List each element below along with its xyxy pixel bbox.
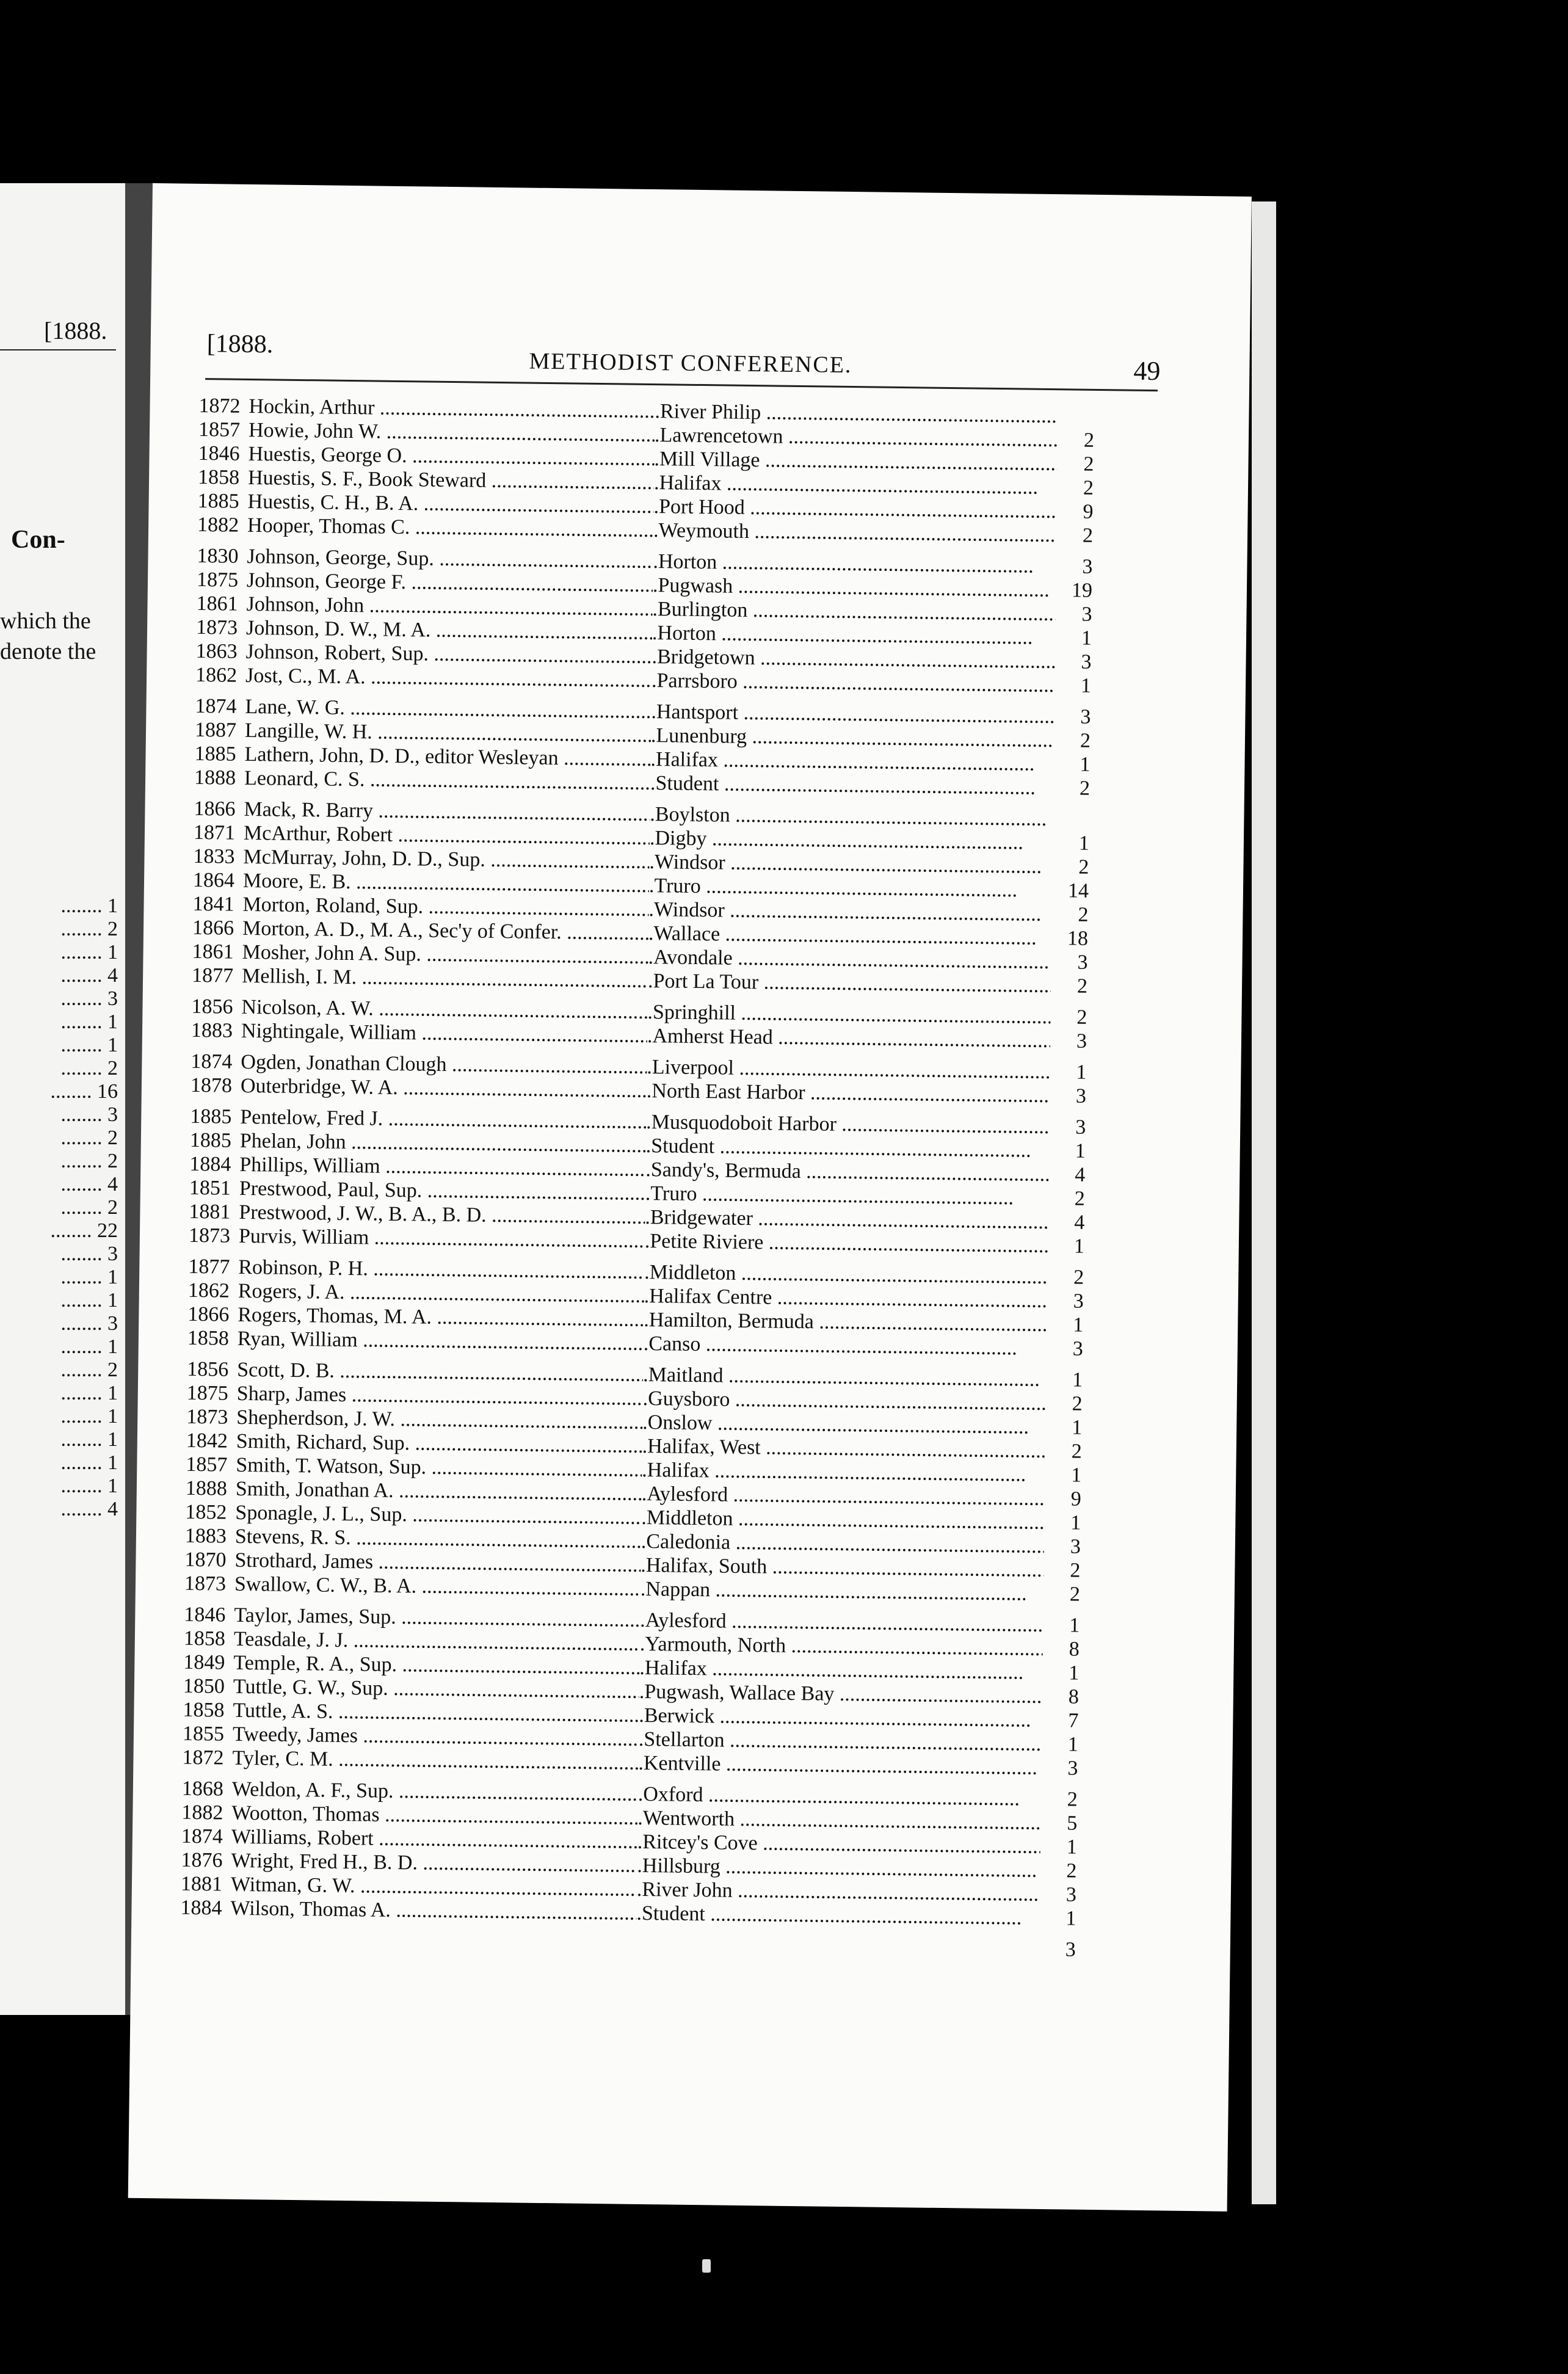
minister-circuit: .Musquodoboit Harbor ..... — [646, 1111, 1049, 1139]
surname-group — [182, 1603, 1136, 1782]
surname-group — [180, 1777, 1134, 1932]
trailing-years-count: 3 — [1065, 1938, 1076, 1961]
header-rule — [205, 378, 1158, 391]
minister-name: Johnson, George, Sup. ..... — [247, 545, 653, 573]
minister-circuit: .Kentville ..... — [638, 1752, 1041, 1780]
minister-years: 2 — [1080, 729, 1091, 752]
minister-name: Tyler, C. M. ..... — [232, 1747, 638, 1775]
minister-circuit: .Bridgewater ..... — [645, 1206, 1048, 1234]
minister-name: Witman, G. W. ..... — [231, 1873, 637, 1901]
minister-circuit: .North East Harbor ..... — [647, 1080, 1050, 1108]
minister-year: 1873 — [184, 1572, 227, 1595]
minister-years: 1 — [1073, 1235, 1085, 1258]
minister-years: 3 — [1072, 1337, 1084, 1360]
minister-name: Leonard, C. S. ..... — [244, 767, 650, 795]
left-page-number: ........ 1 — [60, 1475, 118, 1497]
minister-year: 1862 — [195, 663, 238, 687]
minister-circuit: .Hantsport ..... — [651, 700, 1054, 728]
minister-name: Hooper, Thomas C. ..... — [247, 514, 653, 542]
minister-years: 14 — [1067, 879, 1089, 902]
minister-circuit: .Berwick ..... — [639, 1704, 1042, 1732]
minister-circuit: .Boylston ..... — [650, 803, 1053, 831]
minister-name: Mack, R. Barry ..... — [244, 798, 650, 826]
left-page-text-fragment: denote the — [0, 639, 96, 664]
minister-year: 1873 — [186, 1405, 228, 1429]
minister-circuit: .Aylesford ..... — [640, 1609, 1043, 1637]
minister-year: 1851 — [189, 1176, 231, 1200]
minister-years: 1 — [1072, 1368, 1083, 1392]
minister-circuit: .Halifax ..... — [639, 1657, 1042, 1685]
minister-year: 1887 — [194, 718, 237, 742]
minister-circuit: .Truro ..... — [649, 874, 1052, 902]
minister-years: 1 — [1070, 1511, 1081, 1534]
minister-name: Johnson, George F. ..... — [247, 569, 653, 597]
left-page-number: ........ 1 — [60, 1382, 118, 1404]
surname-group — [197, 394, 1152, 549]
minister-name: Sharp, James ..... — [237, 1382, 643, 1410]
minister-year: 1878 — [190, 1073, 233, 1097]
minister-name: Johnson, D. W., M. A. ..... — [246, 617, 652, 645]
minister-years: 2 — [1067, 1788, 1078, 1811]
minister-circuit: .Port Hood ..... — [653, 495, 1056, 523]
minister-year: 1858 — [183, 1698, 225, 1722]
minister-name: Langille, W. H. ..... — [245, 719, 651, 747]
minister-name: Tweedy, James ..... — [233, 1723, 639, 1751]
minister-years: 2 — [1076, 975, 1088, 998]
minister-year: 1881 — [180, 1872, 223, 1896]
left-page-number: ........ 1 — [60, 895, 118, 917]
minister-years: 4 — [1074, 1211, 1085, 1234]
minister-name: Outerbridge, W. A. ..... — [241, 1075, 647, 1103]
minister-name: Robinson, P. H. ..... — [238, 1256, 644, 1284]
minister-circuit: .Halifax ..... — [654, 471, 1057, 499]
minister-circuit: .Windsor ..... — [649, 851, 1052, 879]
minister-years: 9 — [1083, 500, 1094, 523]
minister-circuit: .Yarmouth, North ..... — [640, 1633, 1043, 1661]
left-page-number: ........ 1 — [60, 941, 118, 964]
minister-year: 1888 — [185, 1476, 228, 1500]
minister-year: 1883 — [184, 1524, 227, 1548]
minister-year: 1871 — [193, 821, 236, 844]
ministers-list — [180, 394, 1152, 1963]
left-page-number: ........ 3 — [60, 1103, 118, 1126]
minister-years: 1 — [1066, 1835, 1078, 1859]
minister-years: 3 — [1075, 1116, 1086, 1139]
minister-circuit: .Onslow ..... — [642, 1411, 1045, 1439]
minister-years: 1 — [1071, 1464, 1082, 1487]
minister-year: 1873 — [195, 615, 238, 639]
minister-name: Rogers, Thomas, M. A. ..... — [238, 1304, 644, 1332]
minister-name: Mosher, John A. Sup. ..... — [242, 941, 648, 969]
minister-name: Morton, A. D., M. A., Sec'y of Confer. ..... — [242, 917, 648, 945]
minister-years: 2 — [1070, 1559, 1081, 1582]
minister-circuit: .Burlington ..... — [652, 598, 1055, 626]
minister-years: 3 — [1070, 1535, 1081, 1558]
minister-years: 2 — [1079, 777, 1091, 800]
minister-circuit: .Student ..... — [650, 772, 1053, 800]
left-page-rule — [0, 349, 116, 350]
minister-year: 1875 — [196, 568, 239, 592]
minister-circuit: .Parrsboro ..... — [652, 669, 1054, 697]
minister-year: 1846 — [198, 441, 240, 465]
minister-circuit: .Ritcey's Cove ..... — [637, 1831, 1040, 1859]
minister-circuit: .Sandy's, Bermuda ..... — [645, 1158, 1048, 1186]
minister-name: Johnson, Robert, Sup. ..... — [245, 641, 652, 669]
left-page-number: ........ 1 — [60, 1289, 118, 1312]
left-page-number: ........ 1 — [60, 1011, 118, 1033]
minister-year: 1850 — [183, 1674, 225, 1698]
minister-year: 1874 — [181, 1824, 223, 1848]
left-page-heading-fragment: Con- — [11, 526, 65, 554]
minister-circuit: .Canso ..... — [644, 1332, 1047, 1360]
minister-years: 1 — [1069, 1661, 1080, 1685]
minister-year: 1885 — [189, 1128, 232, 1152]
minister-years: 2 — [1083, 476, 1094, 499]
minister-year: 1864 — [192, 868, 235, 892]
minister-circuit: .Windsor ..... — [648, 898, 1051, 926]
minister-year: 1856 — [187, 1357, 229, 1381]
minister-name: Nightingale, William ..... — [241, 1020, 647, 1048]
minister-circuit: .Halifax, South ..... — [641, 1554, 1044, 1582]
minister-name: Tuttle, A. S. ..... — [233, 1699, 639, 1727]
minister-years: 1 — [1069, 1614, 1080, 1637]
minister-name: Strothard, James ..... — [234, 1549, 641, 1577]
left-page-number: ........ 3 — [60, 987, 118, 1010]
minister-circuit: .Hamilton, Bermuda ..... — [644, 1309, 1047, 1337]
minister-circuit: .Student ..... — [636, 1902, 1039, 1930]
minister-name: Phelan, John ..... — [240, 1130, 646, 1158]
minister-years: 3 — [1073, 1290, 1084, 1313]
minister-circuit: .Stellarton ..... — [639, 1728, 1042, 1756]
minister-year: 1883 — [191, 1018, 233, 1042]
left-page-number: ........ 2 — [60, 1057, 118, 1080]
minister-name: Ryan, William ..... — [238, 1327, 644, 1356]
minister-circuit: .Student ..... — [646, 1134, 1049, 1163]
running-head: METHODIST CONFERENCE. — [529, 348, 852, 379]
minister-name: Taylor, James, Sup. ..... — [234, 1604, 640, 1632]
minister-years: 18 — [1067, 927, 1089, 950]
minister-circuit: .Middleton ..... — [641, 1506, 1044, 1534]
left-page-number: ........ 3 — [60, 1243, 118, 1265]
minister-years: 8 — [1069, 1638, 1080, 1661]
minister-year: 1849 — [183, 1650, 225, 1674]
left-page-number: ........ 1 — [60, 1034, 118, 1056]
left-page-number: ........ 4 — [60, 1173, 118, 1196]
left-page-number: ........ 1 — [60, 1405, 118, 1428]
left-page-text-fragment: which the — [0, 608, 91, 634]
minister-years: 2 — [1076, 1006, 1087, 1029]
minister-year: 1830 — [197, 544, 239, 568]
minister-years: 7 — [1068, 1709, 1079, 1732]
minister-circuit: .Maitland ..... — [643, 1363, 1046, 1392]
minister-year: 1882 — [181, 1801, 223, 1824]
minister-year: 1874 — [191, 1050, 233, 1073]
minister-years: 1 — [1081, 626, 1092, 650]
left-page-number: ........ 3 — [60, 1312, 118, 1335]
scan-mark — [702, 2259, 711, 2273]
minister-circuit: .River Philip ..... — [655, 400, 1058, 428]
minister-years: 3 — [1082, 555, 1093, 578]
minister-name: Smith, Jonathan A. ..... — [236, 1478, 642, 1506]
minister-years: 2 — [1066, 1859, 1077, 1882]
minister-circuit: .Guysboro ..... — [643, 1387, 1046, 1415]
left-page-number: ........ 1 — [60, 1428, 118, 1451]
minister-name: Smith, T. Watson, Sup. ..... — [236, 1454, 642, 1482]
surname-group — [191, 1050, 1144, 1109]
minister-years: 3 — [1067, 1757, 1078, 1780]
minister-years: 3 — [1076, 1029, 1087, 1053]
minister-name: Williams, Robert ..... — [231, 1826, 637, 1854]
minister-name: Huestis, George O. ..... — [248, 443, 654, 471]
minister-circuit: .Halifax Centre ..... — [644, 1285, 1047, 1313]
minister-circuit: .Springhill ..... — [647, 1001, 1050, 1029]
minister-year: 1875 — [186, 1381, 229, 1405]
minister-year: 1872 — [182, 1746, 224, 1770]
minister-year: 1842 — [186, 1429, 228, 1453]
surname-group — [187, 1255, 1141, 1362]
left-page-number: ........ 1 — [60, 1335, 118, 1358]
minister-years: 2 — [1073, 1266, 1084, 1289]
minister-year: 1885 — [194, 742, 236, 766]
minister-circuit: .Port La Tour ..... — [648, 970, 1051, 998]
minister-name: McArthur, Robert ..... — [244, 822, 650, 850]
minister-years: 2 — [1082, 524, 1094, 547]
left-page-number: ........ 16 — [50, 1080, 118, 1103]
minister-year: 1866 — [194, 797, 236, 821]
minister-year: 1884 — [189, 1152, 231, 1176]
minister-name: Purvis, William ..... — [239, 1225, 645, 1253]
left-page-number: ........ 2 — [60, 1196, 118, 1219]
minister-name: Johnson, John ..... — [246, 593, 652, 621]
left-page-header: [1888. — [44, 317, 107, 344]
minister-circuit: .Halifax ..... — [642, 1459, 1045, 1487]
minister-circuit: .Lunenburg ..... — [651, 724, 1054, 752]
minister-year: 1857 — [198, 418, 241, 441]
minister-year: 1863 — [195, 639, 238, 663]
minister-year: 1856 — [191, 995, 233, 1018]
minister-name: Nicolson, A. W. ..... — [241, 996, 647, 1024]
left-page-number: ........ 2 — [60, 1150, 118, 1172]
minister-years: 8 — [1068, 1685, 1080, 1708]
year-bracket: [1888. — [206, 330, 274, 359]
minister-name: Stevens, R. S. ..... — [235, 1525, 641, 1553]
page-number: 49 — [1133, 355, 1161, 387]
minister-years: 3 — [1081, 603, 1092, 626]
minister-name: Howie, John W. ..... — [249, 419, 655, 447]
minister-years: 4 — [1075, 1163, 1086, 1186]
minister-name: Wilson, Thomas A. ..... — [230, 1897, 636, 1925]
minister-years: 19 — [1071, 579, 1093, 602]
left-page-number: ........ 2 — [60, 1359, 118, 1381]
minister-name: Tuttle, G. W., Sup. ..... — [233, 1675, 639, 1704]
surname-group — [191, 995, 1144, 1055]
minister-year: 1885 — [190, 1105, 232, 1128]
surname-group — [192, 797, 1147, 1000]
minister-name: Lane, W. G. ..... — [245, 695, 651, 724]
minister-years: 2 — [1069, 1583, 1081, 1606]
minister-years: 1 — [1067, 1733, 1079, 1756]
surname-group — [194, 695, 1148, 802]
minister-name: McMurray, John, D. D., Sup. ..... — [243, 846, 649, 874]
minister-years: 1 — [1071, 1416, 1083, 1439]
minister-year: 1857 — [186, 1453, 228, 1476]
minister-years: 3 — [1075, 1084, 1087, 1108]
minister-name: Shepherdson, J. W. ..... — [236, 1406, 642, 1434]
minister-circuit: .Oxford ..... — [638, 1783, 1041, 1811]
minister-year: 1841 — [192, 892, 234, 916]
minister-year: 1874 — [195, 694, 237, 718]
minister-name: Teasdale, J. J. ..... — [234, 1628, 640, 1656]
minister-years: 3 — [1065, 1883, 1077, 1906]
left-page-number: ........ 1 — [60, 1266, 118, 1288]
minister-name: Huestis, C. H., B. A. ..... — [247, 490, 653, 518]
minister-year: 1846 — [184, 1603, 226, 1627]
minister-year: 1855 — [182, 1722, 225, 1746]
surname-group — [189, 1105, 1143, 1260]
minister-year: 1876 — [181, 1848, 223, 1872]
left-page-number: ........ 4 — [60, 1498, 118, 1520]
minister-year: 1870 — [184, 1548, 227, 1572]
minister-years: 2 — [1072, 1392, 1083, 1415]
minister-circuit: .Amherst Head ..... — [647, 1025, 1050, 1053]
minister-circuit: .Nappan ..... — [641, 1578, 1044, 1606]
minister-circuit: .Digby ..... — [650, 827, 1053, 855]
minister-year: 1884 — [180, 1896, 222, 1920]
minister-year: 1866 — [192, 916, 234, 940]
minister-year: 1858 — [183, 1627, 226, 1650]
minister-name: Temple, R. A., Sup. ..... — [233, 1652, 639, 1680]
minister-name: Morton, Roland, Sup. ..... — [242, 893, 648, 921]
minister-name: Hockin, Arthur ..... — [249, 395, 655, 423]
minister-name: Rogers, J. A. ..... — [238, 1280, 644, 1308]
minister-years: 2 — [1078, 903, 1089, 926]
minister-name: Prestwood, J. W., B. A., B. D. ..... — [239, 1201, 645, 1229]
minister-years: 9 — [1070, 1487, 1082, 1511]
minister-year: 1858 — [187, 1326, 230, 1350]
minister-years: 1 — [1075, 1139, 1086, 1163]
minister-circuit: .Truro ..... — [645, 1182, 1048, 1210]
left-page-number: ........ 1 — [60, 1451, 118, 1474]
minister-circuit: .Pugwash, Wallace Bay ..... — [639, 1680, 1042, 1708]
page-edge — [1252, 201, 1276, 2204]
left-page-fragment — [0, 183, 125, 2015]
minister-years: 3 — [1080, 705, 1091, 728]
minister-year: 1866 — [187, 1302, 230, 1326]
minister-years: 2 — [1078, 855, 1089, 879]
minister-years: 5 — [1067, 1812, 1078, 1835]
minister-name: Moore, E. B. ..... — [243, 869, 649, 898]
minister-year: 1885 — [197, 489, 239, 513]
minister-year: 1862 — [187, 1279, 230, 1302]
minister-year: 1873 — [188, 1224, 231, 1247]
minister-years: 2 — [1083, 452, 1094, 476]
minister-year: 1861 — [192, 940, 234, 964]
minister-circuit: .Liverpool ..... — [647, 1056, 1050, 1084]
minister-name: Pentelow, Fred J. ..... — [240, 1106, 646, 1134]
minister-years: 3 — [1081, 650, 1092, 673]
minister-years: 1 — [1078, 832, 1090, 855]
minister-circuit: .Weymouth ..... — [653, 519, 1056, 547]
minister-years: 1 — [1073, 1313, 1084, 1337]
minister-name: Jost, C., M. A. ..... — [245, 664, 652, 692]
minister-circuit: .Bridgetown ..... — [652, 645, 1054, 673]
minister-name: Smith, Richard, Sup. ..... — [236, 1430, 642, 1458]
minister-circuit: .Wentworth ..... — [637, 1807, 1040, 1835]
minister-name: Huestis, S. F., Book Steward ..... — [248, 466, 654, 495]
left-page-number: ........ 4 — [60, 964, 118, 987]
minister-years: 1 — [1080, 753, 1091, 776]
minister-year: 1858 — [197, 465, 240, 489]
minister-name: Phillips, William ..... — [239, 1153, 645, 1182]
minister-name: Ogden, Jonathan Clough ..... — [241, 1051, 647, 1079]
minister-circuit: .Hillsburg ..... — [637, 1854, 1040, 1882]
main-page — [128, 183, 1252, 2212]
left-page-number: ........ 2 — [60, 1127, 118, 1149]
minister-year: 1877 — [191, 964, 234, 987]
minister-circuit: .Halifax ..... — [650, 748, 1053, 776]
minister-name: Mellish, I. M. ..... — [242, 965, 648, 993]
minister-years: 2 — [1083, 429, 1095, 452]
minister-circuit: .River John ..... — [637, 1878, 1040, 1906]
minister-circuit: .Lawrencetown ..... — [655, 424, 1058, 452]
minister-circuit: .Petite Riviere ..... — [645, 1230, 1048, 1258]
minister-year: 1852 — [185, 1500, 227, 1524]
minister-year: 1868 — [181, 1777, 224, 1801]
minister-year: 1833 — [193, 844, 235, 868]
minister-years: 2 — [1071, 1440, 1082, 1463]
minister-circuit: .Caledonia ..... — [641, 1530, 1044, 1558]
minister-circuit: .Middleton ..... — [644, 1261, 1047, 1289]
minister-name: Weldon, A. F., Sup. ..... — [232, 1778, 638, 1806]
left-page-number: ........ 22 — [50, 1219, 118, 1242]
minister-circuit: .Halifax, West ..... — [642, 1435, 1045, 1463]
minister-circuit: .Pugwash ..... — [653, 574, 1056, 602]
minister-circuit: .Wallace ..... — [648, 922, 1051, 950]
minister-name: Scott, D. B. ..... — [237, 1359, 643, 1387]
minister-year: 1872 — [198, 394, 241, 418]
surname-group — [184, 1358, 1140, 1608]
minister-circuit: .Mill Village ..... — [654, 448, 1057, 476]
surname-group — [195, 545, 1150, 699]
minister-name: Wright, Fred H., B. D. ..... — [231, 1849, 637, 1878]
minister-name: Sponagle, J. L., Sup. ..... — [235, 1501, 641, 1530]
minister-years: 3 — [1077, 951, 1088, 974]
minister-year: 1888 — [194, 766, 236, 790]
left-page-number: ........ 2 — [60, 918, 118, 940]
minister-circuit: .Horton ..... — [653, 550, 1056, 578]
minister-circuit: .Avondale ..... — [648, 946, 1051, 974]
minister-years: 1 — [1065, 1907, 1076, 1930]
minister-name: Swallow, C. W., B. A. ..... — [234, 1573, 641, 1601]
minister-years: 1 — [1080, 674, 1092, 697]
minister-name: Prestwood, Paul, Sup. ..... — [239, 1177, 645, 1205]
minister-name: Wootton, Thomas ..... — [231, 1802, 637, 1830]
minister-years: 2 — [1074, 1187, 1086, 1210]
minister-year: 1882 — [197, 513, 239, 537]
minister-years: 1 — [1076, 1061, 1087, 1084]
minister-circuit: .Aylesford ..... — [642, 1483, 1045, 1511]
minister-name: Lathern, John, D. D., editor Wesleyan ..... — [244, 743, 650, 771]
minister-year: 1877 — [188, 1255, 230, 1279]
minister-circuit: .Horton ..... — [652, 622, 1055, 650]
minister-year: 1881 — [189, 1200, 231, 1224]
minister-year: 1861 — [196, 592, 238, 615]
